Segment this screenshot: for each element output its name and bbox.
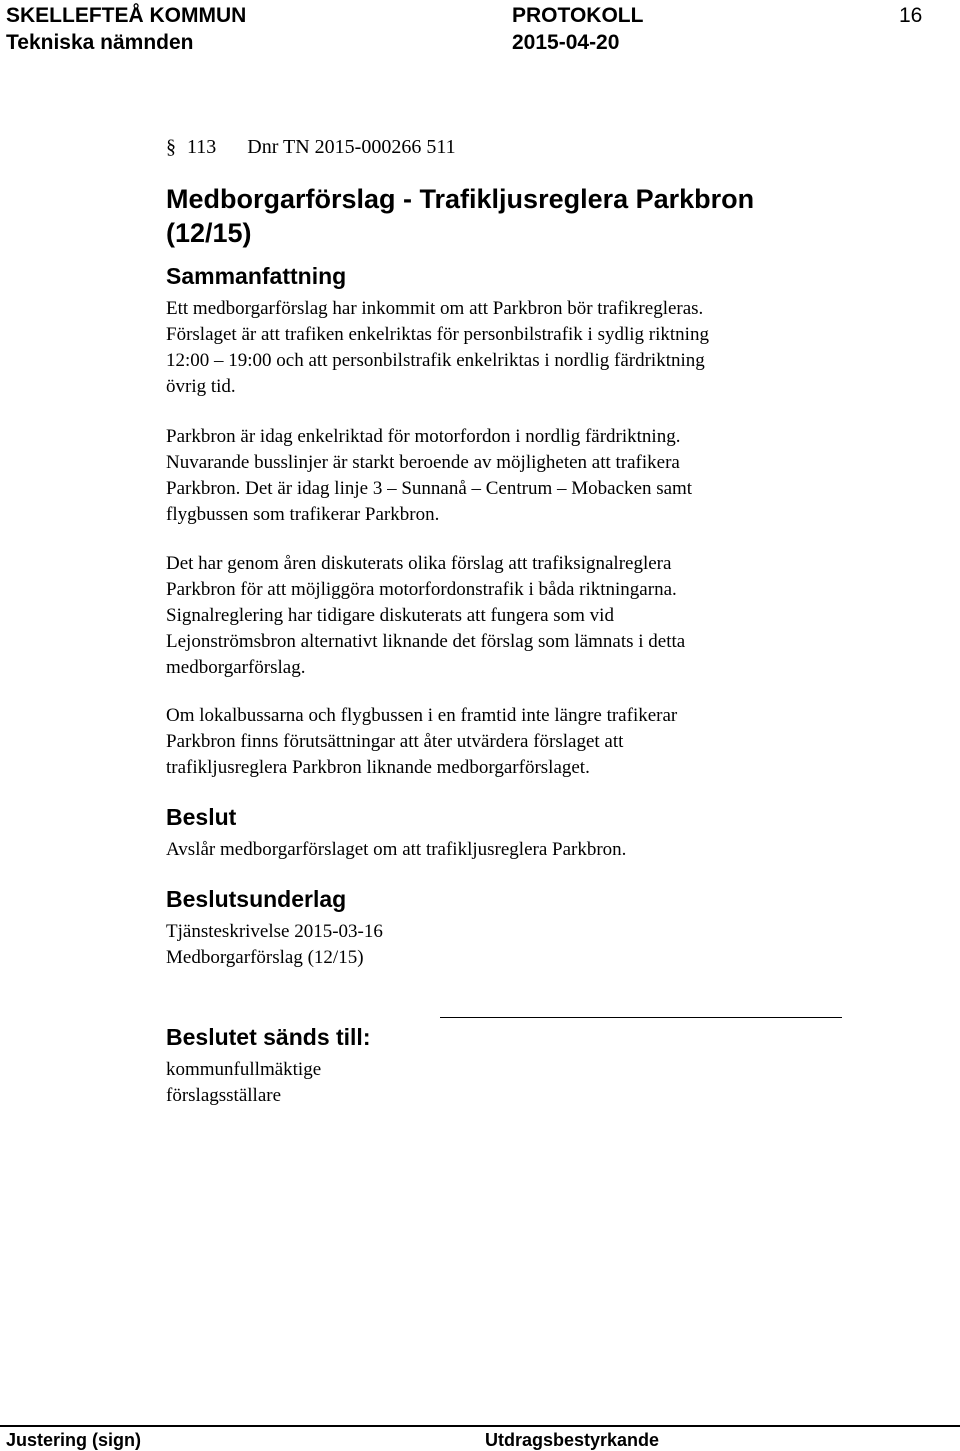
text-line: Parkbron är idag enkelriktad för motorfordon i nordlig färdriktning. [166, 426, 681, 447]
document-type: PROTOKOLL [512, 4, 644, 27]
title-line-1: Medborgarförslag - Trafikljusreglera Parkbron [166, 184, 755, 214]
basis-item: Tjänsteskrivelse 2015-03-16 [166, 921, 383, 942]
text-line: Förslaget är att trafiken enkelriktas för personbilstrafik i sydlig riktning [166, 324, 709, 345]
summary-paragraph-2 [166, 424, 692, 528]
recipient-item: förslagsställare [166, 1085, 282, 1106]
dnr-number: Dnr TN 2015-000266 511 [247, 136, 456, 158]
sent-to-list [166, 1057, 321, 1109]
decision-text: Avslår medborgarförslaget om att trafikljusreglera Parkbron. [166, 839, 627, 860]
basis-item: Medborgarförslag (12/15) [166, 947, 364, 968]
paragraph-line [166, 134, 456, 160]
committee-name: Tekniska nämnden [6, 31, 194, 54]
footer-divider [0, 1425, 960, 1427]
sent-to-heading: Beslutet sänds till: [166, 1024, 371, 1050]
divider-line [440, 1017, 842, 1018]
text-line: flygbussen som trafikerar Parkbron. [166, 504, 440, 525]
text-line: Ett medborgarförslag har inkommit om att Parkbron bör trafikregleras. [166, 298, 704, 319]
text-line: trafikljusreglera Parkbron liknande medborgarförslaget. [166, 757, 590, 778]
meeting-date: 2015-04-20 [512, 31, 620, 54]
summary-heading: Sammanfattning [166, 263, 347, 289]
text-line: Lejonströmsbron alternativt liknande det förslag som lämnats i detta [166, 631, 686, 652]
summary-paragraph-3 [166, 551, 685, 681]
basis-list [166, 919, 383, 971]
summary-paragraph-1 [166, 296, 709, 400]
text-line: Det har genom åren diskuterats olika förslag att trafiksignalreglera [166, 553, 672, 574]
page-number: 16 [899, 4, 923, 27]
footer-utdragsbestyrkande: Utdragsbestyrkande [485, 1430, 660, 1450]
text-line: 12:00 – 19:00 och att personbilstrafik enkelriktas i nordlig färdriktning [166, 350, 705, 371]
paragraph-number: 113 [187, 136, 217, 158]
text-line: Nuvarande busslinjer är starkt beroende av möjligheten att trafikera [166, 452, 680, 473]
footer-justering: Justering (sign) [6, 1430, 142, 1450]
text-line: Signalreglering har tidigare diskuterats att fungera som vid [166, 605, 614, 626]
paragraph-symbol: § [166, 136, 176, 158]
text-line: Om lokalbussarna och flygbussen i en framtid inte längre trafikerar [166, 705, 678, 726]
text-line: Parkbron. Det är idag linje 3 – Sunnanå – Centrum – Mobacken samt [166, 478, 693, 499]
title-line-2: (12/15) [166, 218, 252, 248]
decision-heading: Beslut [166, 804, 237, 830]
municipality-name: SKELLEFTEÅ KOMMUN [6, 4, 247, 27]
text-line: övrig tid. [166, 376, 236, 397]
recipient-item: kommunfullmäktige [166, 1059, 322, 1080]
text-line: Parkbron för att möjliggöra motorfordonstrafik i båda riktningarna. [166, 579, 677, 600]
text-line: medborgarförslag. [166, 657, 306, 678]
summary-paragraph-4 [166, 703, 677, 781]
basis-heading: Beslutsunderlag [166, 886, 347, 912]
page-title [166, 182, 754, 250]
text-line: Parkbron finns förutsättningar att åter utvärdera förslaget att [166, 731, 624, 752]
